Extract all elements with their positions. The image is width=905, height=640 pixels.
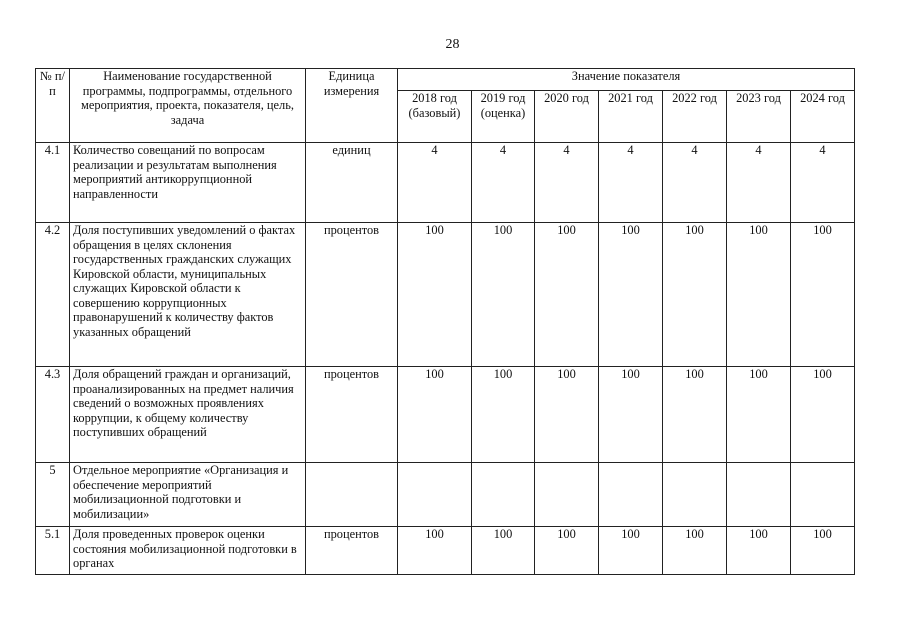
row-value: 100 (727, 223, 791, 367)
row-value: 100 (599, 223, 663, 367)
row-value: 100 (727, 527, 791, 575)
header-values: Значение показателя (398, 69, 855, 91)
row-number: 4.2 (36, 223, 70, 367)
row-value: 100 (663, 527, 727, 575)
header-num: № п/п (36, 69, 70, 143)
row-value: 100 (398, 527, 472, 575)
row-value: 100 (663, 367, 727, 463)
row-value: 4 (663, 143, 727, 223)
row-unit: процентов (306, 367, 398, 463)
row-value: 100 (791, 367, 855, 463)
row-value: 4 (535, 143, 599, 223)
row-value: 100 (663, 223, 727, 367)
row-value: 100 (535, 223, 599, 367)
row-value: 100 (398, 367, 472, 463)
table-row (36, 463, 855, 527)
row-unit: процентов (306, 223, 398, 367)
row-value: 100 (599, 367, 663, 463)
row-unit (306, 463, 398, 527)
row-value (398, 463, 472, 527)
row-value: 100 (535, 527, 599, 575)
row-value: 4 (727, 143, 791, 223)
row-value (663, 463, 727, 527)
row-name: Доля обращений граждан и организаций, проанализированных на предмет наличия сведений о возможных проявлениях коррупции, к общему количеству поступивших обращений (70, 367, 306, 463)
row-name: Доля поступивших уведомлений о фактах обращения в целях склонения государственных гражданских служащих Кировской области, муниципальных служащих Кировской области к совершению коррупционных правонарушений к количеству фактов указанных обращений (70, 223, 306, 367)
row-number: 5.1 (36, 527, 70, 575)
row-value: 100 (791, 223, 855, 367)
row-unit: процентов (306, 527, 398, 575)
row-value (472, 463, 535, 527)
header-year: 2018 год (базовый) (398, 91, 472, 143)
header-name: Наименование государственной программы, подпрограммы, отдельного мероприятия, проекта, показателя, цель, задача (70, 69, 306, 143)
indicator-table (35, 68, 855, 575)
row-value (535, 463, 599, 527)
row-value: 100 (535, 367, 599, 463)
table-row (36, 223, 855, 367)
row-name: Количество совещаний по вопросам реализации и результатам выполнения мероприятий антикоррупционной направленности (70, 143, 306, 223)
table-row (36, 527, 855, 575)
page-number: 28 (445, 37, 460, 52)
row-value: 4 (791, 143, 855, 223)
row-value: 4 (472, 143, 535, 223)
row-number: 5 (36, 463, 70, 527)
row-number: 4.3 (36, 367, 70, 463)
row-value: 100 (472, 367, 535, 463)
row-unit: единиц (306, 143, 398, 223)
row-value (599, 463, 663, 527)
header-row-1 (36, 69, 855, 91)
row-name: Доля проведенных проверок оценки состояния мобилизационной подготовки в органах (70, 527, 306, 575)
header-year: 2022 год (663, 91, 727, 143)
row-number: 4.1 (36, 143, 70, 223)
row-value (791, 463, 855, 527)
row-value: 100 (398, 223, 472, 367)
row-value: 100 (472, 223, 535, 367)
table-row (36, 367, 855, 463)
header-year: 2019 год (оценка) (472, 91, 535, 143)
header-year: 2020 год (535, 91, 599, 143)
header-year: 2021 год (599, 91, 663, 143)
table-row (36, 143, 855, 223)
row-value (727, 463, 791, 527)
header-unit: Единица измерения (306, 69, 398, 143)
header-year: 2023 год (727, 91, 791, 143)
row-name: Отдельное мероприятие «Организация и обеспечение мероприятий мобилизационной подготовки и мобилизации» (70, 463, 306, 527)
row-value: 4 (599, 143, 663, 223)
row-value: 4 (398, 143, 472, 223)
row-value: 100 (791, 527, 855, 575)
row-value: 100 (472, 527, 535, 575)
row-value: 100 (599, 527, 663, 575)
row-value: 100 (727, 367, 791, 463)
header-year: 2024 год (791, 91, 855, 143)
